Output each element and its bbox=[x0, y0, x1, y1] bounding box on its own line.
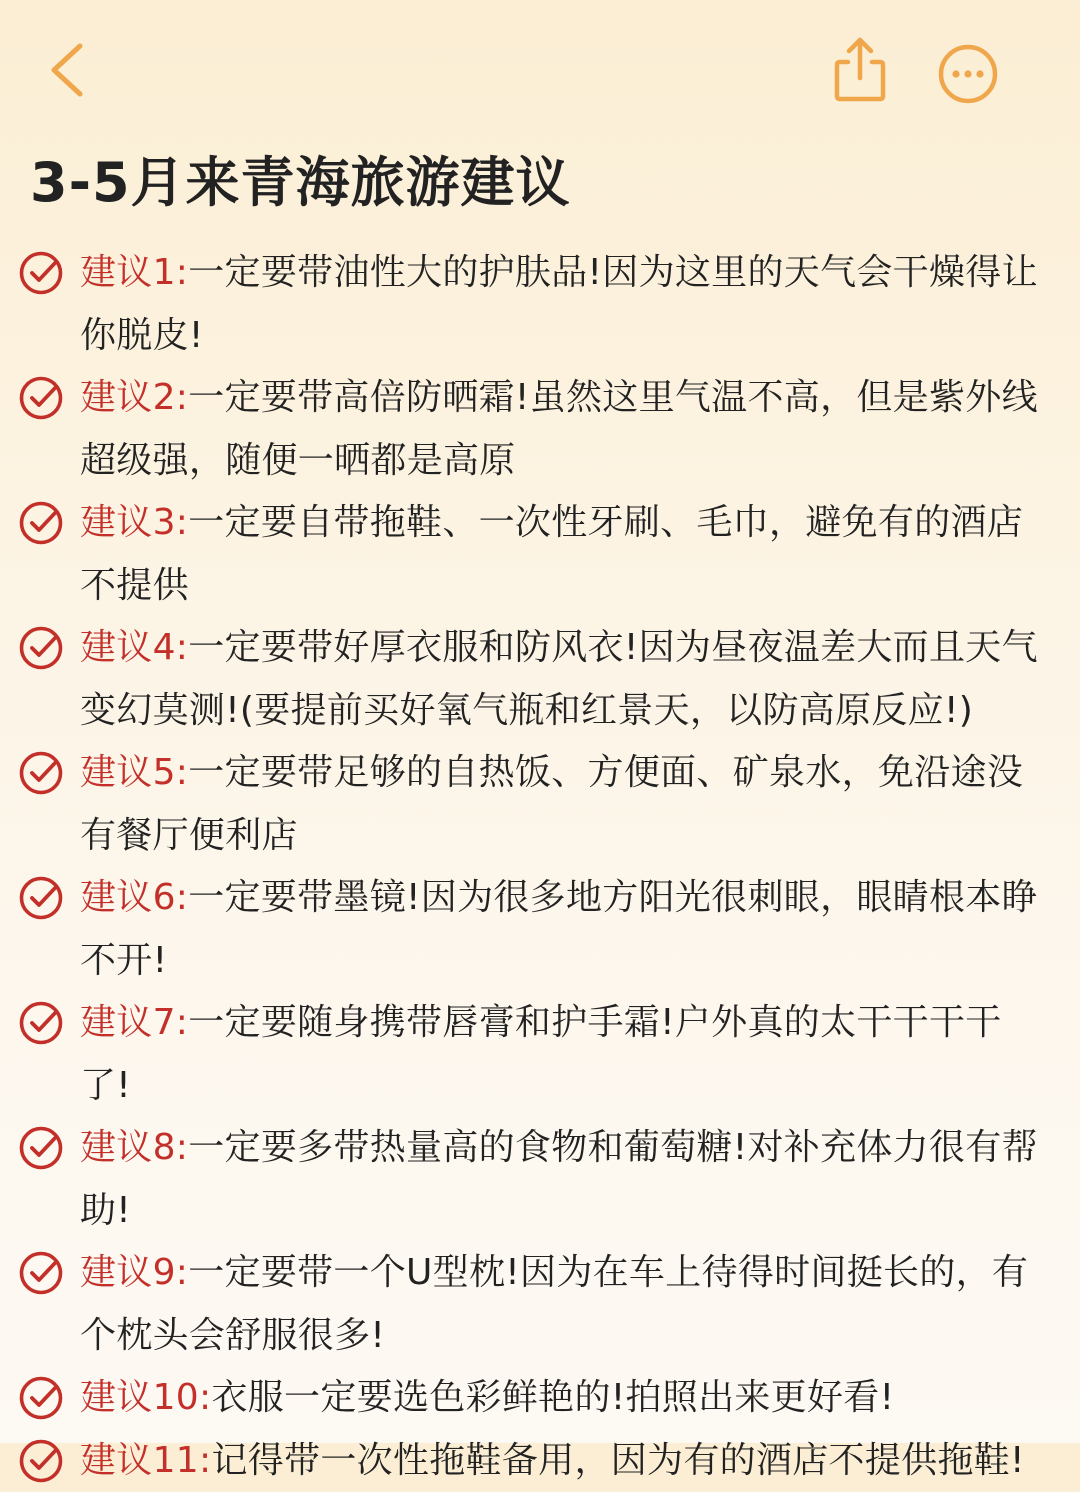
suggestion-text bbox=[80, 742, 1050, 867]
more-dots-icon bbox=[934, 40, 1002, 108]
list-item bbox=[0, 742, 1080, 867]
suggestion-text bbox=[80, 1117, 1050, 1242]
list-item bbox=[0, 992, 1080, 1117]
list-item bbox=[0, 1367, 1080, 1430]
suggestion-text bbox=[80, 992, 1050, 1117]
suggestion-text bbox=[80, 367, 1050, 492]
check-circle-icon bbox=[18, 375, 64, 421]
suggestion-body: 一定要带高倍防晒霜!虽然这里气温不高，但是紫外线超级强，随便一晒都是高原 bbox=[80, 377, 1038, 481]
suggestion-body: 一定要随身携带唇膏和护手霜!户外真的太干干干干了! bbox=[80, 1002, 1002, 1106]
check-circle-icon bbox=[18, 1438, 64, 1484]
share-icon bbox=[828, 34, 892, 106]
list-item bbox=[0, 492, 1080, 617]
suggestion-label: 建议11: bbox=[80, 1440, 211, 1481]
suggestion-body: 一定要自带拖鞋、一次性牙刷、毛巾，避免有的酒店不提供 bbox=[80, 502, 1023, 606]
suggestion-text bbox=[80, 617, 1050, 742]
suggestion-body: 一定要带好厚衣服和防风衣!因为昼夜温差大而且天气变幻莫测!(要提前买好氧气瓶和红景天，以防高原反应!) bbox=[80, 627, 1038, 731]
suggestion-label: 建议2: bbox=[80, 377, 188, 418]
check-circle-icon bbox=[18, 1000, 64, 1046]
suggestion-body: 衣服一定要选色彩鲜艳的!拍照出来更好看! bbox=[211, 1377, 894, 1418]
suggestion-body: 一定要多带热量高的食物和葡萄糖!对补充体力很有帮助! bbox=[80, 1127, 1038, 1231]
suggestion-text bbox=[80, 1430, 1050, 1492]
suggestion-list bbox=[0, 242, 1080, 1492]
check-circle-icon bbox=[18, 875, 64, 921]
suggestion-label: 建议10: bbox=[80, 1377, 211, 1418]
list-item bbox=[0, 1430, 1080, 1492]
suggestion-label: 建议1: bbox=[80, 252, 188, 293]
suggestion-label: 建议7: bbox=[80, 1002, 188, 1043]
top-navigation-bar bbox=[0, 0, 1080, 140]
share-button[interactable] bbox=[828, 34, 892, 106]
suggestion-text bbox=[80, 1242, 1050, 1367]
list-item bbox=[0, 1242, 1080, 1367]
suggestion-body: 记得带一次性拖鞋备用，因为有的酒店不提供拖鞋! bbox=[211, 1440, 1024, 1481]
check-circle-icon bbox=[18, 500, 64, 546]
suggestion-label: 建议4: bbox=[80, 627, 188, 668]
suggestion-text bbox=[80, 1367, 1050, 1430]
suggestion-body: 一定要带油性大的护肤品!因为这里的天气会干燥得让你脱皮! bbox=[80, 252, 1038, 356]
check-circle-icon bbox=[18, 750, 64, 796]
list-item bbox=[0, 242, 1080, 367]
list-item bbox=[0, 617, 1080, 742]
list-item bbox=[0, 867, 1080, 992]
suggestion-text bbox=[80, 242, 1050, 367]
check-circle-icon bbox=[18, 250, 64, 296]
suggestion-body: 一定要带一个U型枕!因为在车上待得时间挺长的，有个枕头会舒服很多! bbox=[80, 1252, 1028, 1356]
check-circle-icon bbox=[18, 1125, 64, 1171]
suggestion-text bbox=[80, 867, 1050, 992]
check-circle-icon bbox=[18, 625, 64, 671]
list-item bbox=[0, 1117, 1080, 1242]
check-circle-icon bbox=[18, 1250, 64, 1296]
suggestion-label: 建议9: bbox=[80, 1252, 188, 1293]
suggestion-label: 建议6: bbox=[80, 877, 188, 918]
check-circle-icon bbox=[18, 1375, 64, 1421]
back-button[interactable] bbox=[40, 38, 100, 102]
chevron-left-icon bbox=[40, 38, 100, 102]
suggestion-body: 一定要带足够的自热饭、方便面、矿泉水，免沿途没有餐厅便利店 bbox=[80, 752, 1023, 856]
page-title: 3-5月来青海旅游建议 bbox=[30, 140, 571, 217]
suggestion-label: 建议3: bbox=[80, 502, 188, 543]
more-options-button[interactable] bbox=[934, 40, 1002, 108]
suggestion-label: 建议8: bbox=[80, 1127, 188, 1168]
suggestion-label: 建议5: bbox=[80, 752, 188, 793]
suggestion-text bbox=[80, 492, 1050, 617]
suggestion-body: 一定要带墨镜!因为很多地方阳光很刺眼，眼睛根本睁不开! bbox=[80, 877, 1038, 981]
list-item bbox=[0, 367, 1080, 492]
